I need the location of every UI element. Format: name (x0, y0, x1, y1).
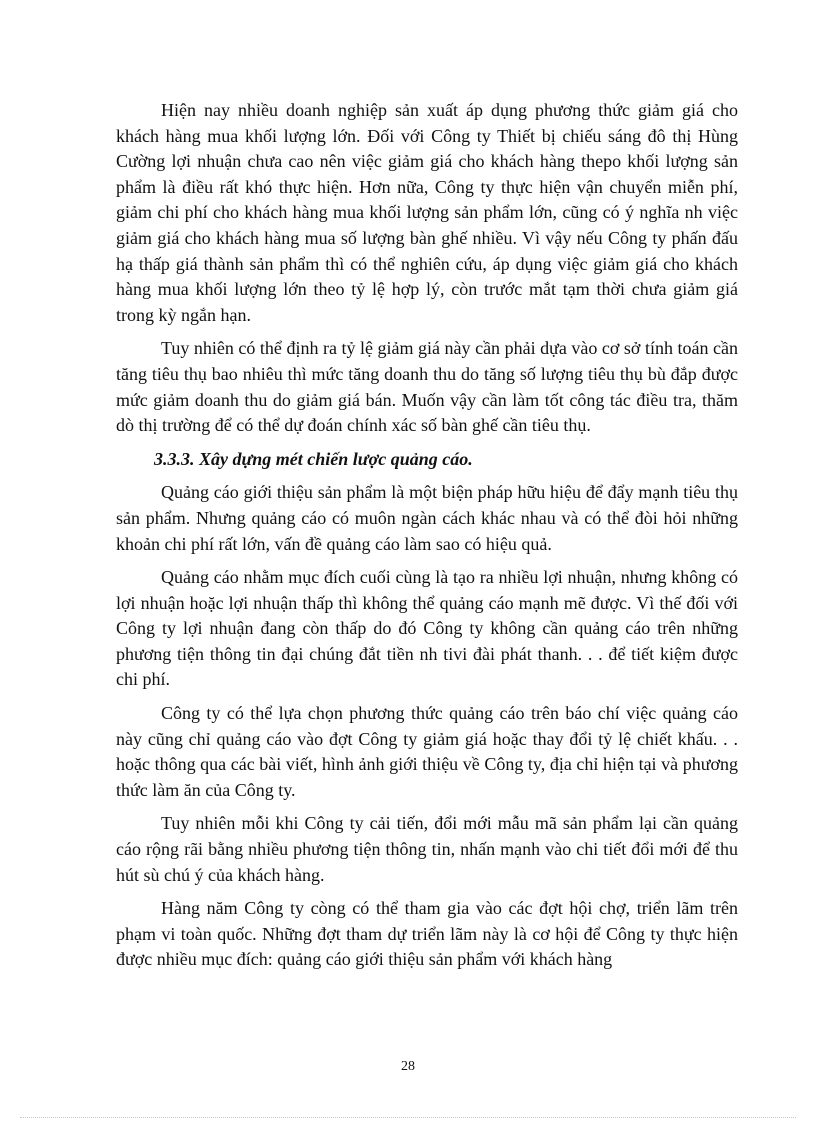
paragraph-product-innovation: Tuy nhiên mỗi khi Công ty cải tiến, đổi mới mẫu mã sản phẩm lại cần quảng cáo rộng rãi bằng nhiều phương tiện thông tin, nhấn mạnh vào chi tiết đổi mới để thu hút sù chú ý của khách hàng. (116, 813, 738, 885)
document-page (116, 98, 738, 981)
paragraph-advertising-intro: Quảng cáo giới thiệu sản phẩm là một biện pháp hữu hiệu để đẩy mạnh tiêu thụ sản phẩm. Nhưng quảng cáo có muôn ngàn cách khác nhau và có thể đòi hỏi những khoản chi phí rất lớn, vấn đề quảng cáo làm sao có hiệu quả. (116, 482, 738, 554)
paragraph-discount-rate: Tuy nhiên có thể định ra tỷ lệ giảm giá này cần phải dựa vào cơ sở tính toán cần tăng tiêu thụ bao nhiêu thì mức tăng doanh thu do tăng số lượng tiêu thụ bù đắp được mức giảm doanh thu do giảm giá bán. Muốn vậy cần làm tốt công tác điều tra, thăm dò thị trường để có thể dự đoán chính xác số bàn ghế cần tiêu thụ. (116, 338, 738, 436)
paragraph-volume-discount: Hiện nay nhiều doanh nghiệp sản xuất áp dụng phương thức giảm giá cho khách hàng mua khối lượng lớn. Đối với Công ty Thiết bị chiếu sáng đô thị Hùng Cường lợi nhuận chưa cao nên việc giảm giá cho khách hàng thepo khối lượng sản phẩm là điều rất khó thực hiện. Hơn nữa, Công ty thực hiện vận chuyển miễn phí, giảm chi phí cho khách hàng mua khối lượng sản phẩm lớn, cũng có ý nghĩa nh việc giảm giá cho khách hàng mua số lượng bàn ghế nhiều. Vì vậy nếu Công ty phấn đấu hạ thấp giá thành sản phẩm thì có thể nghiên cứu, áp dụng việc giảm giá cho khách hàng mua khối lượng lớn theo tỷ lệ hợp lý, còn trước mắt tạm thời chưa giảm giá trong kỳ ngắn hạn. (116, 100, 738, 325)
page-number: 28 (401, 1059, 415, 1074)
paragraph-newspaper-ads: Công ty có thể lựa chọn phương thức quảng cáo trên báo chí việc quảng cáo này cũng chỉ quảng cáo vào đợt Công ty giảm giá hoặc thay đổi tỷ lệ chiết khấu. . . hoặc thông qua các bài viết, hình ảnh giới thiệu về Công ty, địa chỉ hiện tại và phương thức làm ăn của Công ty. (116, 703, 738, 800)
footer-divider (20, 1117, 796, 1118)
paragraph-advertising-profit: Quảng cáo nhằm mục đích cuối cùng là tạo ra nhiều lợi nhuận, nhưng không có lợi nhuận hoặc lợi nhuận thấp thì không thể quảng cáo mạnh mẽ được. Vì thế đối với Công ty lợi nhuận đang còn thấp do đó Công ty không cần quảng cáo trên những phương tiện thông tin đại chúng đắt tiền nh tivi đài phát thanh. . . để tiết kiệm được chi phí. (116, 567, 738, 690)
paragraph-trade-fairs: Hàng năm Công ty còng có thể tham gia vào các đợt hội chợ, triển lãm trên phạm vi toàn quốc. Những đợt tham dự triển lãm này là cơ hội để Công ty thực hiện được nhiều mục đích: quảng cáo giới thiệu sản phẩm với khách hàng (116, 898, 738, 970)
section-heading: 3.3.3. Xây dựng mét chiến lược quảng cáo. (154, 448, 473, 469)
